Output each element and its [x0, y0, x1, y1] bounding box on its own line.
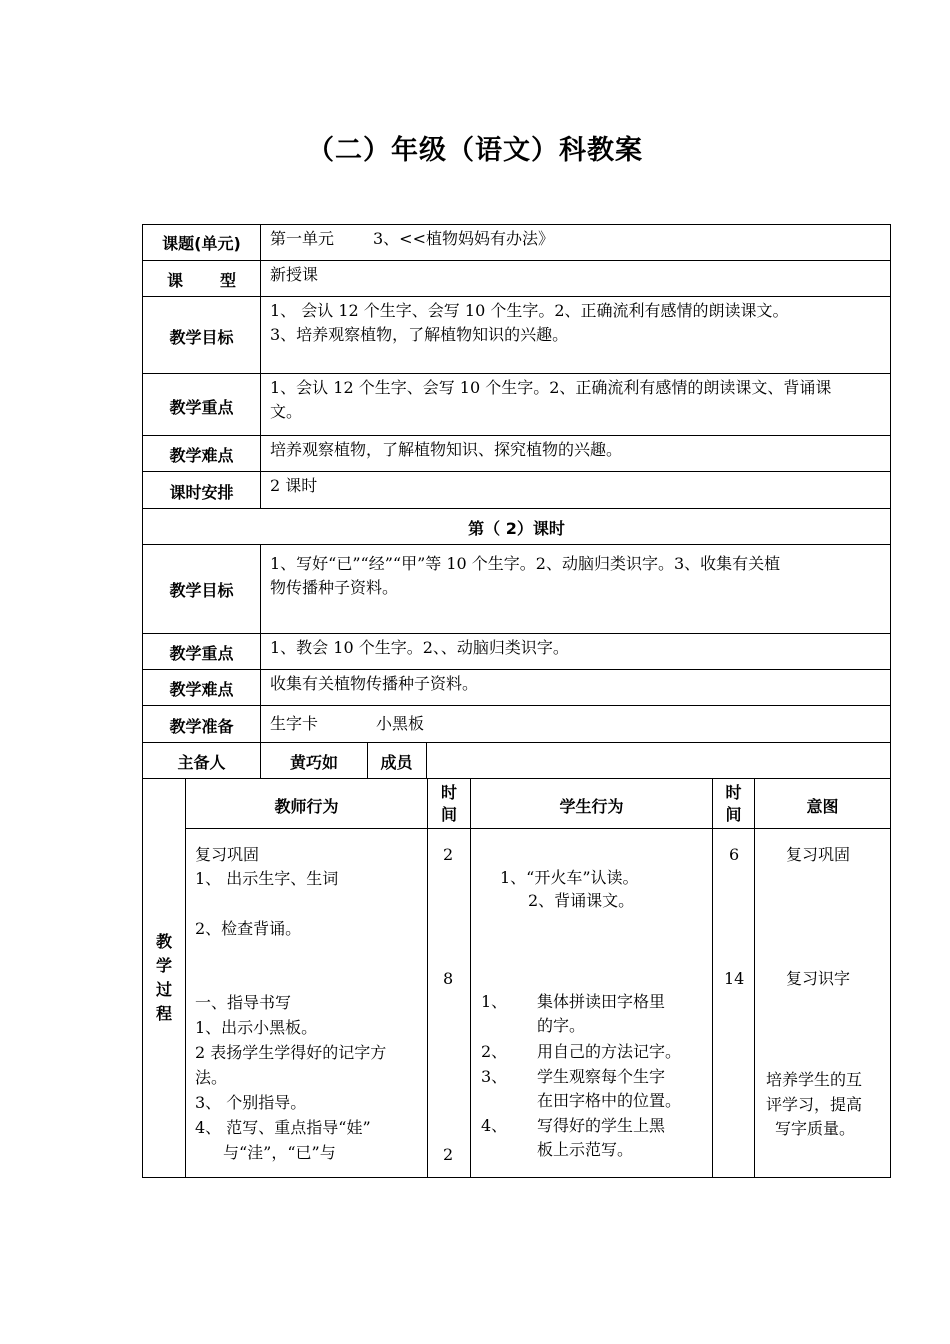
prep-value-a: 生字卡 [270, 714, 319, 733]
difficulty-value: 培养观察植物，了解植物知识、探究植物的兴趣。 [270, 440, 623, 459]
time2-value: 14 [724, 969, 745, 988]
key2-value: 1、教会 10 个生字。2、、动脑归类识字。 [270, 638, 569, 657]
type-label-a: 课 [166, 271, 183, 290]
type-label-b: 型 [219, 271, 236, 290]
student-line: 1、 [481, 992, 508, 1011]
student-line: 学生观察每个生字 [537, 1067, 666, 1086]
intent-header: 意图 [806, 797, 839, 816]
key-line1: 1、会认 12 个生字、会写 10 个生字。2、正确流利有感情的朗读课文、背诵课 [270, 378, 832, 397]
time2-value: 6 [729, 845, 740, 864]
teacher-line: 1、 出示生字、生词 [195, 869, 339, 888]
preparer-label: 主备人 [177, 753, 226, 772]
type-value: 新授课 [270, 265, 319, 284]
prep-value-b: 小黑板 [376, 714, 425, 733]
student-line: 3、 [481, 1067, 508, 1086]
time1-value: 8 [443, 969, 454, 988]
goal2-label: 教学目标 [169, 581, 234, 600]
teacher-line: 3、 个别指导。 [195, 1093, 307, 1112]
student-line: 2、背诵课文。 [528, 891, 635, 910]
key-label: 教学重点 [169, 398, 234, 417]
teacher-header: 教师行为 [274, 797, 339, 816]
student-header: 学生行为 [559, 797, 624, 816]
student-line: 4、 [481, 1116, 508, 1135]
page-title: （二）年级（语文）科教案 [307, 135, 643, 166]
time1-value: 2 [443, 1145, 454, 1164]
teacher-line: 法。 [195, 1068, 228, 1087]
topic-lesson: 3、<<植物妈妈有办法》 [373, 229, 554, 248]
prep-label: 教学准备 [169, 717, 234, 736]
process-label: 教 学 过 程 [155, 932, 172, 1023]
teacher-line: 4、 范写、重点指导“娃” [195, 1118, 371, 1137]
members-label: 成员 [380, 753, 413, 772]
teacher-line: 1、出示小黑板。 [195, 1018, 318, 1037]
goal-label: 教学目标 [169, 328, 234, 347]
teacher-line: 2、检查背诵。 [195, 919, 302, 938]
goal-line1: 1、 会认 12 个生字、会写 10 个生字。2、正确流利有感情的朗读课文。 [270, 301, 789, 320]
intent-line: 写字质量。 [775, 1119, 856, 1138]
student-line: 的字。 [537, 1016, 586, 1035]
difficulty-label: 教学难点 [169, 446, 234, 465]
hours-label: 课时安排 [169, 483, 234, 502]
topic-unit: 第一单元 [270, 229, 335, 248]
intent-line: 评学习，提高 [766, 1095, 863, 1114]
time1-header: 时 间 [440, 783, 457, 824]
student-line: 集体拼读田字格里 [537, 992, 666, 1011]
student-line: 用自己的方法记字。 [537, 1042, 682, 1061]
teacher-line: 与“洼”，“已”与 [223, 1143, 336, 1162]
intent-line: 培养学生的互 [766, 1070, 863, 1089]
student-line: 写得好的学生上黑 [537, 1116, 666, 1135]
goal2-line2: 物传播种子资料。 [270, 578, 399, 597]
teacher-line: 一、指导书写 [195, 993, 292, 1012]
session-heading: 第（ 2）课时 [468, 519, 565, 538]
time1-value: 2 [443, 845, 454, 864]
difficulty2-label: 教学难点 [169, 680, 234, 699]
intent-line: 复习巩固 [786, 845, 851, 864]
student-line: 2、 [481, 1042, 508, 1061]
teacher-line: 2 表扬学生学得好的记字方 [195, 1043, 387, 1062]
topic-label: 课题(单元) [162, 234, 241, 253]
key-line2: 文。 [270, 402, 303, 421]
time2-header: 时 间 [725, 783, 742, 824]
student-line: 在田字格中的位置。 [537, 1091, 682, 1110]
student-line: 1、“开火车”认读。 [500, 868, 639, 887]
hours-value: 2 课时 [270, 476, 318, 495]
key2-label: 教学重点 [169, 644, 234, 663]
preparer-name: 黄巧如 [289, 753, 338, 772]
teacher-line: 复习巩固 [195, 845, 260, 864]
goal-line2: 3、培养观察植物，了解植物知识的兴趣。 [270, 325, 569, 344]
goal2-line1: 1、写好“已”“经”“甲”等 10 个生字。2、动脑归类识字。3、收集有关植 [270, 554, 781, 573]
student-line: 板上示范写。 [537, 1140, 634, 1159]
intent-line: 复习识字 [786, 969, 851, 988]
difficulty2-value: 收集有关植物传播种子资料。 [270, 674, 479, 693]
